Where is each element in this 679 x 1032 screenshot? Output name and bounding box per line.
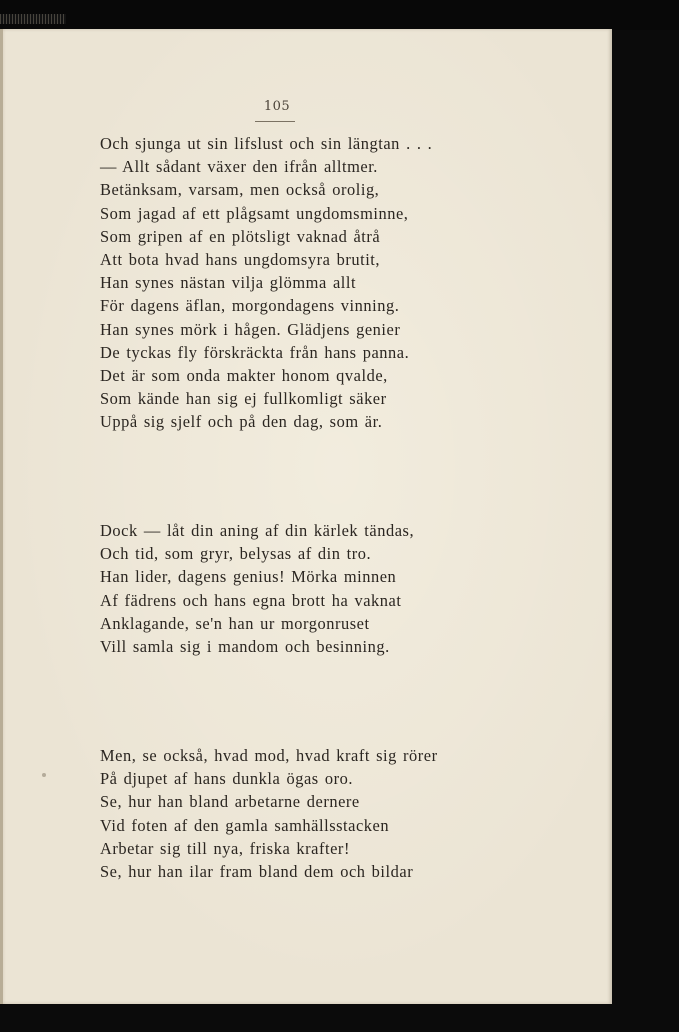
poem-line: För dagens äflan, morgondagens vinning. [100, 296, 400, 316]
ink-blot [42, 773, 46, 777]
page-binding-edge [0, 29, 3, 1004]
poem-line: Men, se också, hvad mod, hvad kraft sig rörer [100, 746, 438, 765]
poem-line: Han synes mörk i hågen. Glädjens genier [100, 319, 401, 339]
stanza-3 [100, 744, 438, 883]
poem-line: Som kände han sig ej fullkomligt säker [100, 389, 387, 409]
poem-line: Anklagande, se'n han ur morgonruset [100, 613, 370, 633]
poem-line: Och sjunga ut sin lifslust och sin längtan . . . [100, 134, 433, 153]
stanza-1 [100, 132, 432, 433]
poem-line: Vid foten af den gamla samhällsstacken [100, 815, 390, 835]
poem-line: De tyckas fly förskräckta från hans panna. [100, 342, 410, 362]
poem-line: Dock — låt din aning af din kärlek tändas, [100, 521, 415, 540]
poem-line: Att bota hvad hans ungdomsyra brutit, [100, 249, 381, 269]
poem-line: På djupet af hans dunkla ögas oro. [100, 769, 354, 789]
poem-line: Vill samla sig i mandom och besinning. [100, 636, 390, 656]
poem-line: Han lider, dagens genius! Mörka minnen [100, 567, 397, 587]
stanza-2 [100, 519, 414, 658]
poem-line: Som jagad af ett plågsamt ungdomsminne, [100, 203, 409, 223]
book-page [0, 29, 612, 1004]
poem-line: — Allt sådant växer den ifrån alltmer. [100, 157, 378, 177]
scan-top-border [0, 0, 679, 30]
page-number-rule [255, 121, 295, 122]
poem-line: Se, hur han ilar fram bland dem och bildar [100, 861, 414, 881]
poem-line: Betänksam, varsam, men också orolig, [100, 180, 380, 200]
poem-line: Det är som onda makter honom qvalde, [100, 365, 388, 385]
poem-line: Uppå sig sjelf och på den dag, som är. [100, 412, 383, 432]
poem-line: Af fädrens och hans egna brott ha vaknat [100, 590, 402, 610]
scan-edge-artifact [0, 14, 66, 24]
poem-line: Som gripen af en plötsligt vaknad åtrå [100, 226, 381, 246]
poem-line: Se, hur han bland arbetarne dernere [100, 792, 360, 812]
poem-line: Och tid, som gryr, belysas af din tro. [100, 544, 372, 564]
poem-line: Han synes nästan vilja glömma allt [100, 273, 357, 293]
page-number: 105 [263, 99, 291, 114]
poem-line: Arbetar sig till nya, friska krafter! [100, 838, 350, 858]
